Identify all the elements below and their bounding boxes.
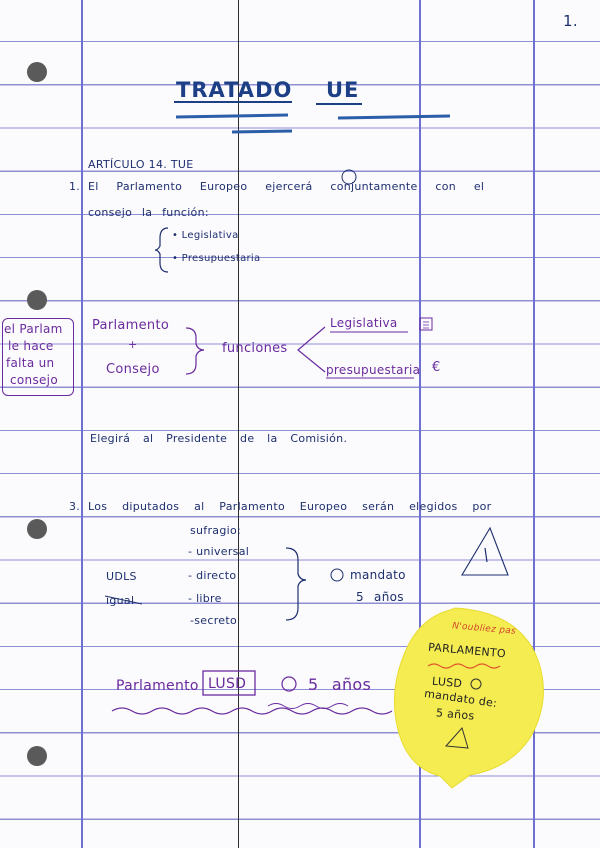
item3-sufragio: sufragio: bbox=[190, 524, 242, 537]
title-right: UE bbox=[326, 78, 360, 102]
item3-line1: Los diputados al Parlamento Europeo serán elegidos por bbox=[88, 500, 492, 513]
sticker-line1: LUSD bbox=[431, 674, 463, 691]
item1-bullet-presupuestaria: • Presupuestaria bbox=[172, 253, 261, 264]
scheme-legislativa: Legislativa bbox=[330, 316, 398, 330]
scheme-funciones: funciones bbox=[222, 341, 288, 356]
bottom-parlamento: Parlamento bbox=[116, 678, 199, 694]
bottom-years: 5 años bbox=[308, 675, 372, 694]
page-number: 1. bbox=[563, 12, 578, 30]
item3-universal: - universal bbox=[188, 545, 250, 558]
item3-mandato: mandato bbox=[350, 568, 406, 582]
item3-directo: - directo bbox=[188, 569, 237, 582]
item1-line1: El Parlamento Europeo ejercerá conjuntamente con el bbox=[88, 180, 485, 193]
scheme-parlamento: Parlamento bbox=[92, 318, 170, 333]
item3-secreto: -secreto bbox=[190, 614, 238, 627]
margin-note-line1: el Parlam bbox=[4, 322, 63, 336]
bottom-lusd: LUSD bbox=[208, 676, 247, 692]
scheme-presupuestaria: presupuestaria bbox=[326, 363, 421, 377]
title-left: TRATADO bbox=[176, 78, 293, 102]
item3-libre: - libre bbox=[188, 592, 222, 605]
section-heading: ARTÍCULO 14. TUE bbox=[88, 158, 194, 171]
item3-note-igual: igual bbox=[106, 594, 135, 607]
item1-bullet-legislativa: • Legislativa bbox=[172, 230, 239, 241]
scheme-plus: + bbox=[128, 338, 138, 351]
item3-years: 5 años bbox=[356, 590, 404, 604]
scheme-consejo: Consejo bbox=[106, 362, 160, 377]
sticker-line3: 5 años bbox=[435, 706, 475, 723]
item3-number: 3. bbox=[69, 500, 81, 513]
item1-number: 1. bbox=[69, 180, 81, 193]
sticker-title: PARLAMENTO bbox=[427, 640, 507, 661]
sticker-header: N'oubliez pas bbox=[451, 621, 517, 637]
margin-note-line2: le hace bbox=[8, 339, 54, 353]
margin-note-line3: falta un bbox=[6, 356, 55, 370]
scheme-euro: € bbox=[432, 360, 441, 375]
item3-note-udls: UDLS bbox=[106, 570, 137, 583]
margin-note-line4: consejo bbox=[10, 373, 58, 387]
elegir-line: Elegirá al Presidente de la Comisión. bbox=[90, 432, 348, 445]
sticker-line2: mandato de: bbox=[423, 686, 499, 711]
item1-line2: consejo la función: bbox=[88, 206, 209, 219]
